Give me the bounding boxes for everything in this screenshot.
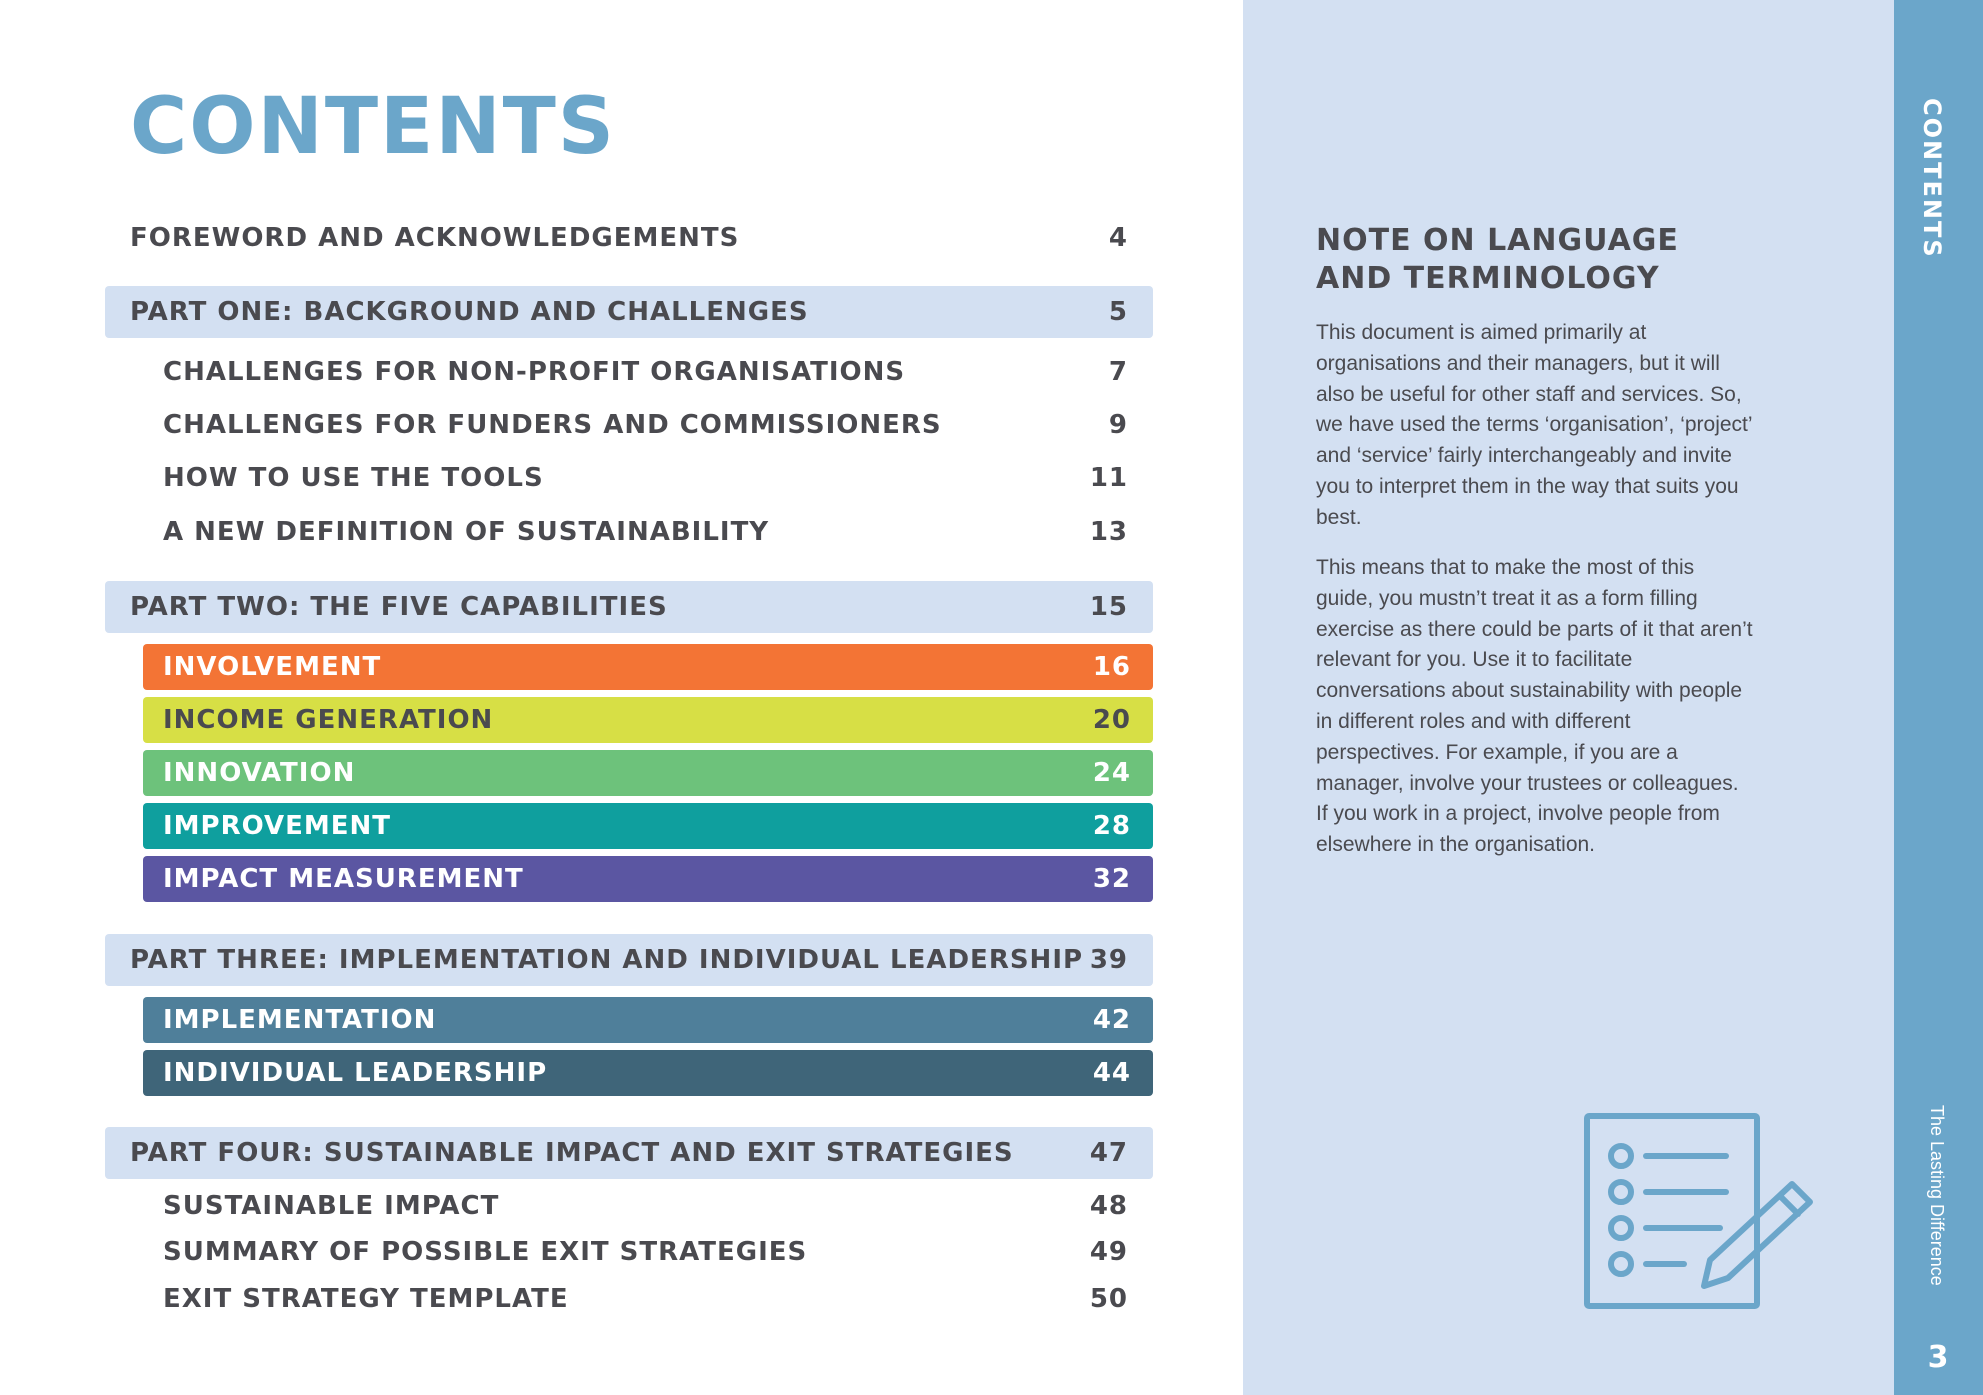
toc-part-label: PART FOUR: SUSTAINABLE IMPACT AND EXIT STRATEGIES bbox=[130, 1138, 1014, 1168]
toc-capability-income-generation[interactable] bbox=[143, 697, 1153, 743]
toc-part-page: 39 bbox=[1089, 945, 1128, 975]
page-title: CONTENTS bbox=[130, 82, 616, 172]
toc-entry-page: 48 bbox=[1089, 1191, 1128, 1221]
toc-capability-improvement[interactable] bbox=[143, 803, 1153, 849]
toc-entry[interactable] bbox=[143, 512, 1153, 552]
toc-entry-label: INNOVATION bbox=[163, 758, 356, 788]
toc-part-label: PART ONE: BACKGROUND AND CHALLENGES bbox=[130, 297, 809, 327]
toc-entry-page: 7 bbox=[1108, 357, 1128, 387]
toc-entry-page: 50 bbox=[1089, 1284, 1128, 1314]
toc-entry-page: 9 bbox=[1108, 410, 1128, 440]
toc-entry-label: CHALLENGES FOR NON-PROFIT ORGANISATIONS bbox=[163, 357, 906, 387]
toc-entry-label: IMPROVEMENT bbox=[163, 811, 392, 841]
toc-entry-label: SUSTAINABLE IMPACT bbox=[163, 1191, 500, 1221]
toc-entry-page: 28 bbox=[1092, 811, 1131, 841]
toc-entry-page: 42 bbox=[1092, 1005, 1131, 1035]
toc-entry-label: IMPACT MEASUREMENT bbox=[163, 864, 524, 894]
toc-entry-page: 13 bbox=[1089, 517, 1128, 547]
toc-part-three[interactable] bbox=[105, 934, 1153, 986]
side-section-label: CONTENTS bbox=[1918, 98, 1946, 259]
toc-entry[interactable] bbox=[143, 1186, 1153, 1226]
toc-entry[interactable] bbox=[143, 1232, 1153, 1272]
toc-entry-page: 32 bbox=[1092, 864, 1131, 894]
toc-part-two[interactable] bbox=[105, 581, 1153, 633]
toc-entry-label: INVOLVEMENT bbox=[163, 652, 382, 682]
toc-part-page: 5 bbox=[1108, 297, 1128, 327]
toc-entry-label: INCOME GENERATION bbox=[163, 705, 494, 735]
toc-entry-label: CHALLENGES FOR FUNDERS AND COMMISSIONERS bbox=[163, 410, 942, 440]
toc-entry[interactable] bbox=[143, 405, 1153, 445]
toc-individual-leadership[interactable] bbox=[143, 1050, 1153, 1096]
toc-entry[interactable] bbox=[143, 458, 1153, 498]
toc-entry-label: IMPLEMENTATION bbox=[163, 1005, 437, 1035]
toc-entry-page: 44 bbox=[1092, 1058, 1131, 1088]
note-paragraph: This document is aimed primarily at organisations and their managers, but it will also be useful for other staff and services. So, we have used the terms ‘organisation’, ‘project’ and ‘service’ fairly interchangeably and invite you to interpret them in the way that suits you best. bbox=[1316, 321, 1752, 529]
toc-part-label: PART THREE: IMPLEMENTATION AND INDIVIDUAL LEADERSHIP bbox=[130, 945, 1084, 975]
toc-part-page: 47 bbox=[1089, 1138, 1128, 1168]
toc-part-label: PART TWO: THE FIVE CAPABILITIES bbox=[130, 592, 668, 622]
toc-entry-label: EXIT STRATEGY TEMPLATE bbox=[163, 1284, 569, 1314]
toc-entry-foreword[interactable] bbox=[105, 218, 1153, 258]
toc-capability-innovation[interactable] bbox=[143, 750, 1153, 796]
toc-entry-label: FOREWORD AND ACKNOWLEDGEMENTS bbox=[130, 223, 740, 253]
toc-entry-page: 4 bbox=[1108, 223, 1128, 253]
toc-part-one[interactable] bbox=[105, 286, 1153, 338]
page-number: 3 bbox=[1927, 1340, 1949, 1375]
toc-entry-page: 11 bbox=[1089, 463, 1128, 493]
note-heading: NOTE ON LANGUAGE AND TERMINOLOGY bbox=[1316, 223, 1679, 296]
checklist-with-pencil-icon bbox=[1580, 1110, 1820, 1310]
side-document-title: The Lasting Difference bbox=[1927, 1105, 1947, 1286]
toc-entry-label: A NEW DEFINITION OF SUSTAINABILITY bbox=[163, 517, 770, 547]
toc-entry-page: 49 bbox=[1089, 1237, 1128, 1267]
toc-entry-label: HOW TO USE THE TOOLS bbox=[163, 463, 544, 493]
toc-entry-page: 16 bbox=[1092, 652, 1131, 682]
toc-entry-page: 20 bbox=[1092, 705, 1131, 735]
toc-part-page: 15 bbox=[1089, 592, 1128, 622]
toc-entry[interactable] bbox=[143, 1279, 1153, 1319]
toc-implementation[interactable] bbox=[143, 997, 1153, 1043]
toc-capability-impact-measurement[interactable] bbox=[143, 856, 1153, 902]
toc-part-four[interactable] bbox=[105, 1127, 1153, 1179]
toc-entry-page: 24 bbox=[1092, 758, 1131, 788]
toc-entry[interactable] bbox=[143, 352, 1153, 392]
toc-capability-involvement[interactable] bbox=[143, 644, 1153, 690]
toc-entry-label: INDIVIDUAL LEADERSHIP bbox=[163, 1058, 548, 1088]
note-paragraph: This means that to make the most of this guide, you mustn’t treat it as a form filling exercise as there could be parts of it that aren’t relevant for you. Use it to facilitate conversations about sustainability with people in different roles and with different perspectives. For example, if you are a manager, involve your trustees or colleagues. If you work in a project, involve people from elsewhere in the organisation. bbox=[1316, 556, 1753, 857]
toc-entry-label: SUMMARY OF POSSIBLE EXIT STRATEGIES bbox=[163, 1237, 808, 1267]
